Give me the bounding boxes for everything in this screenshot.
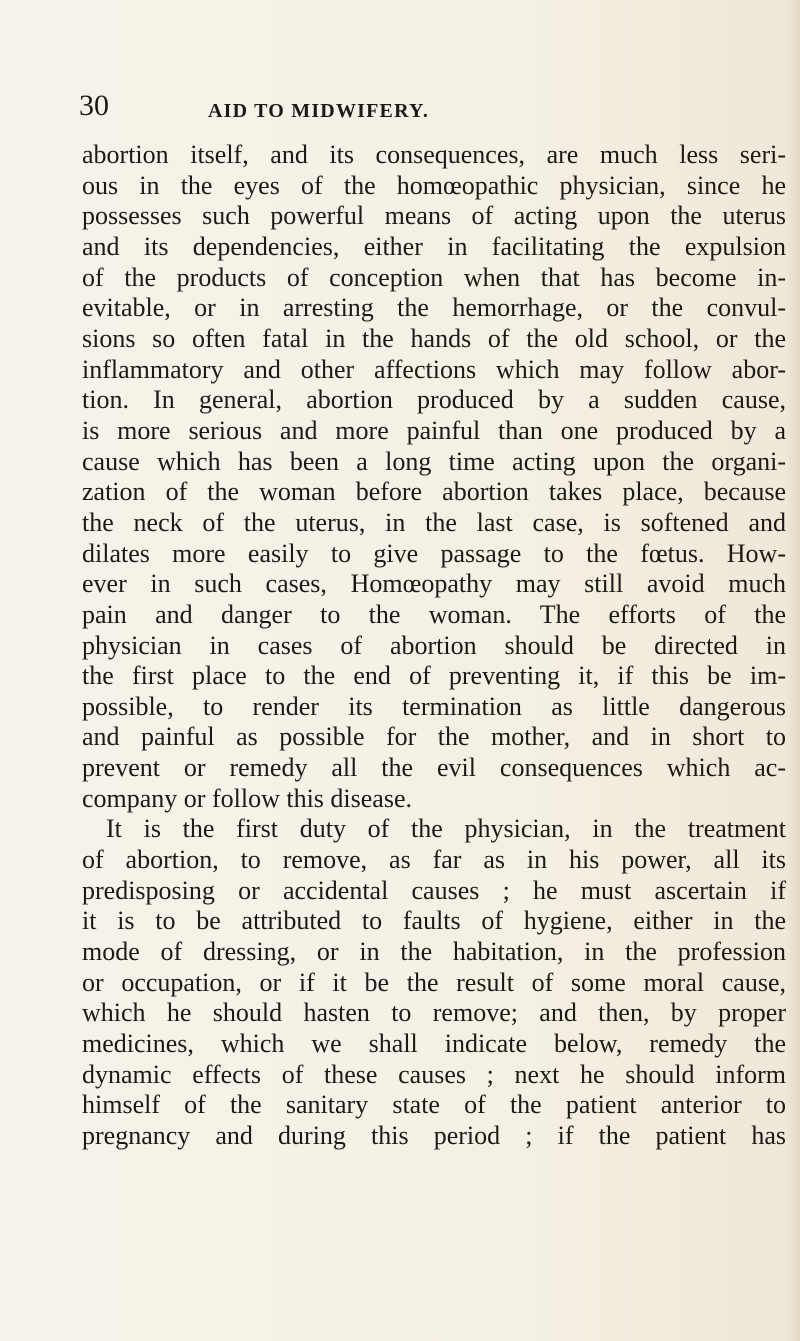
text-line: himself of the sanitary state of the patient anterior to [82,1090,786,1120]
text-line: the neck of the uterus, in the last case, is softened and [82,507,786,537]
text-line: of the products of conception when that has become in- [82,262,786,292]
text-line: predisposing or accidental causes ; he must ascertain if [82,875,786,905]
text-line: ous in the eyes of the homœopathic physician, since he [82,170,786,200]
text-line: mode of dressing, or in the habitation, in the profession [82,937,786,967]
text-line: pregnancy and during this period ; if the patient has [82,1121,786,1150]
text-line: of abortion, to remove, as far as in his power, all its [82,845,786,875]
text-line: abortion itself, and its consequences, are much less seri- [82,140,786,169]
text-line: is more serious and more painful than one produced by a [82,415,786,445]
page-edge-shadow [786,0,800,1341]
page-number: 30 [79,89,109,122]
body-text [82,140,786,1152]
text-line: evitable, or in arresting the hemorrhage, or the convul- [82,293,786,323]
text-line: which he should hasten to remove; and then, by proper [82,998,786,1028]
page-header [0,86,800,126]
text-line: the first place to the end of preventing it, if this be im- [82,661,786,691]
text-line: dynamic effects of these causes ; next he should inform [82,1059,786,1089]
paragraph-first-line: It is the first duty of the physician, in the treatment [106,814,786,844]
text-line: possesses such powerful means of acting upon the uterus [82,201,786,231]
text-line: tion. In general, abortion produced by a sudden cause, [82,385,786,415]
text-line: cause which has been a long time acting upon the organi- [82,446,786,476]
text-line: possible, to render its termination as little dangerous [82,691,786,721]
text-line: ever in such cases, Homœopathy may still avoid much [82,569,786,599]
text-line: or occupation, or if it be the result of some moral cause, [82,967,786,997]
text-line: prevent or remedy all the evil consequences which ac- [82,753,786,783]
text-line: dilates more easily to give passage to the fœtus. How- [82,538,786,568]
text-line: inflammatory and other affections which may follow abor- [82,354,786,384]
text-line: zation of the woman before abortion takes place, because [82,477,786,507]
text-line: it is to be attributed to faults of hygiene, either in the [82,906,786,936]
text-line: sions so often fatal in the hands of the old school, or the [82,323,786,353]
text-line: physician in cases of abortion should be directed in [82,630,786,660]
text-line: and its dependencies, either in facilitating the expulsion [82,231,786,261]
text-line: pain and danger to the woman. The efforts of the [82,599,786,629]
text-line: medicines, which we shall indicate below, remedy the [82,1029,786,1059]
text-line: company or follow this disease. [82,783,412,813]
text-line: and painful as possible for the mother, and in short to [82,722,786,752]
running-head: AID TO MIDWIFERY. [208,100,430,122]
